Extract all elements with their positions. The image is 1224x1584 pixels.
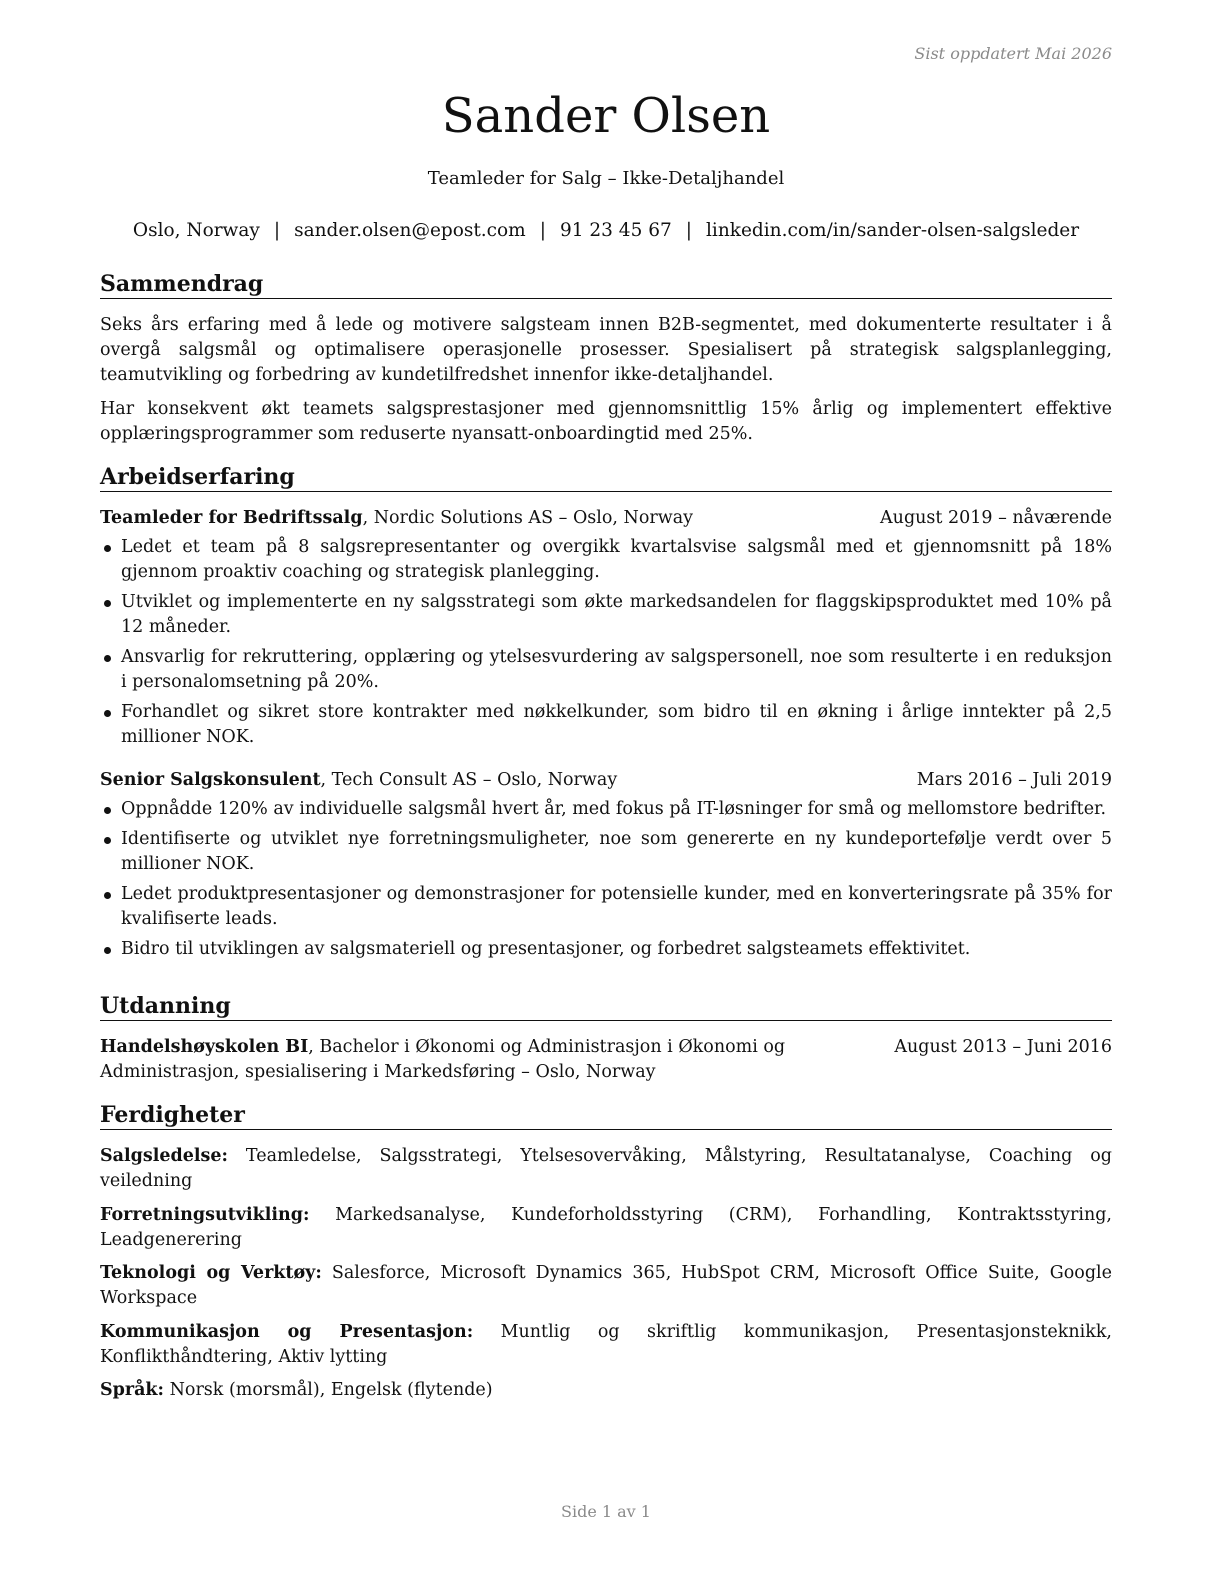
skill-label: Teknologi og Verktøy: xyxy=(100,1263,322,1283)
summary-paragraph: Seks års erfaring med å lede og motivere salgsteam innen B2B-segmentet, med dokumenterte resultater i å overgå salgsmål og optimalisere operasjonelle prosesser. Spesialisert på strategisk salgsplanlegging, teamutvikling og forbedring av kundetilfredshet innenfor ikke-detaljhandel. xyxy=(100,315,1112,385)
job-dates: Mars 2016 – Juli 2019 xyxy=(916,770,1112,790)
contact-linkedin[interactable]: linkedin.com/in/sander-olsen-salgsleder xyxy=(706,220,1080,241)
contact-separator: | xyxy=(685,220,693,241)
contact-phone[interactable]: 91 23 45 67 xyxy=(559,220,672,241)
job-role: Teamleder for Bedriftssalg xyxy=(100,508,363,528)
job-bullet: Ledet produktpresentasjoner og demonstrasjoner for potensielle kunder, med en konverteringsrate på 35% for kvalifiserte leads. xyxy=(100,882,1112,932)
skill-row xyxy=(100,1144,1112,1194)
skill-row xyxy=(100,1320,1112,1370)
resume-page xyxy=(100,0,1112,1584)
contact-email[interactable]: sander.olsen@epost.com xyxy=(294,220,526,241)
job-header xyxy=(100,506,1112,531)
skills-list xyxy=(100,1144,1112,1403)
skill-value: Salesforce, Microsoft Dynamics 365, HubSpot CRM, Microsoft Office Suite, Google Workspace xyxy=(100,1263,1112,1308)
education-school: Handelshøyskolen BI xyxy=(100,1037,309,1057)
job-bullets xyxy=(100,797,1112,962)
experience-section xyxy=(100,464,1112,967)
job-bullet: Utviklet og implementerte en ny salgsstrategi som økte markedsandelen for flaggskipsproduktet med 10% på 12 måneder. xyxy=(100,590,1112,640)
job-bullet: Ansvarlig for rekruttering, opplæring og ytelsesvurdering av salgspersonell, noe som resulterte i en reduksjon i personalomsetning på 20%. xyxy=(100,645,1112,695)
skill-value: Norsk (morsmål), Engelsk (flytende) xyxy=(164,1380,493,1400)
education-dates: August 2013 – Juni 2016 xyxy=(894,1037,1112,1057)
skill-label: Forretningsutvikling: xyxy=(100,1204,310,1225)
contact-separator: | xyxy=(273,220,281,241)
skill-value: Markedsanalyse, Kundeforholdsstyring (CRM), Forhandling, Kontraktsstyring, Leadgenerering xyxy=(100,1204,1112,1250)
skill-row xyxy=(100,1261,1112,1311)
page-footer: Side 1 av 1 xyxy=(561,1502,651,1521)
summary-section xyxy=(100,271,1112,447)
skill-label: Kommunikasjon og Presentasjon: xyxy=(100,1321,474,1342)
candidate-name: Sander Olsen xyxy=(441,88,771,144)
job-bullet: Forhandlet og sikret store kontrakter med nøkkelkunder, som bidro til en økning i årlige inntekter på 2,5 millioner NOK. xyxy=(100,700,1112,750)
section-title-education: Utdanning xyxy=(100,993,1112,1021)
skill-label: Salgsledelse: xyxy=(100,1146,228,1166)
job-header xyxy=(100,768,1112,793)
education-section xyxy=(100,993,1112,1085)
skills-section xyxy=(100,1102,1112,1412)
section-title-skills: Ferdigheter xyxy=(100,1102,1112,1130)
last-updated: Sist oppdatert Mai 2026 xyxy=(914,44,1112,63)
skill-value: Muntlig og skriftlig kommunikasjon, Presentasjonsteknikk, Konflikthåndtering, Aktiv lytting xyxy=(100,1321,1112,1367)
job-bullet: Ledet et team på 8 salgsrepresentanter og overgikk kvartalsvise salgsmål med et gjennomsnitt på 18% gjennom proaktiv coaching og strategisk planlegging. xyxy=(100,535,1112,585)
job-bullets xyxy=(100,535,1112,750)
job-bullet: Bidro til utviklingen av salgsmateriell og presentasjoner, og forbedret salgsteamets effektivitet. xyxy=(100,937,1112,962)
contact-location: Oslo, Norway xyxy=(132,220,260,241)
headline: Teamleder for Salg – Ikke-Detaljhandel xyxy=(427,168,785,189)
job-bullet: Identifiserte og utviklet nye forretningsmuligheter, noe som genererte en ny kundeportefølje verdt over 5 millioner NOK. xyxy=(100,827,1112,877)
skill-row xyxy=(100,1378,1112,1403)
education-entry xyxy=(100,1035,1112,1085)
job-company: , Nordic Solutions AS – Oslo, Norway xyxy=(362,508,694,528)
contact-line xyxy=(100,218,1112,244)
job-company: , Tech Consult AS – Oslo, Norway xyxy=(320,770,618,790)
job-dates: August 2019 – nåværende xyxy=(880,508,1112,528)
skill-row xyxy=(100,1203,1112,1253)
job-role: Senior Salgskonsulent xyxy=(100,770,321,790)
section-title-summary: Sammendrag xyxy=(100,271,1112,299)
job-entry xyxy=(100,768,1112,962)
education-details: , Bachelor i Økonomi og Administrasjon i Økonomi og Administrasjon, spesialisering i Markedsføring – Oslo, Norway xyxy=(100,1037,786,1082)
skill-label: Språk: xyxy=(100,1380,165,1400)
job-bullet: Oppnådde 120% av individuelle salgsmål hvert år, med fokus på IT-løsninger for små og mellomstore bedrifter. xyxy=(100,797,1112,822)
contact-separator: | xyxy=(539,220,546,241)
job-entry xyxy=(100,506,1112,750)
section-title-experience: Arbeidserfaring xyxy=(100,464,1112,492)
summary-paragraph: Har konsekvent økt teamets salgsprestasjoner med gjennomsnittlig 15% årlig og implementert effektive opplæringsprogrammer som reduserte nyansatt-onboardingtid med 25%. xyxy=(100,399,1112,444)
skill-value: Teamledelse, Salgsstrategi, Ytelsesovervåking, Målstyring, Resultatanalyse, Coaching og veiledning xyxy=(100,1146,1112,1191)
